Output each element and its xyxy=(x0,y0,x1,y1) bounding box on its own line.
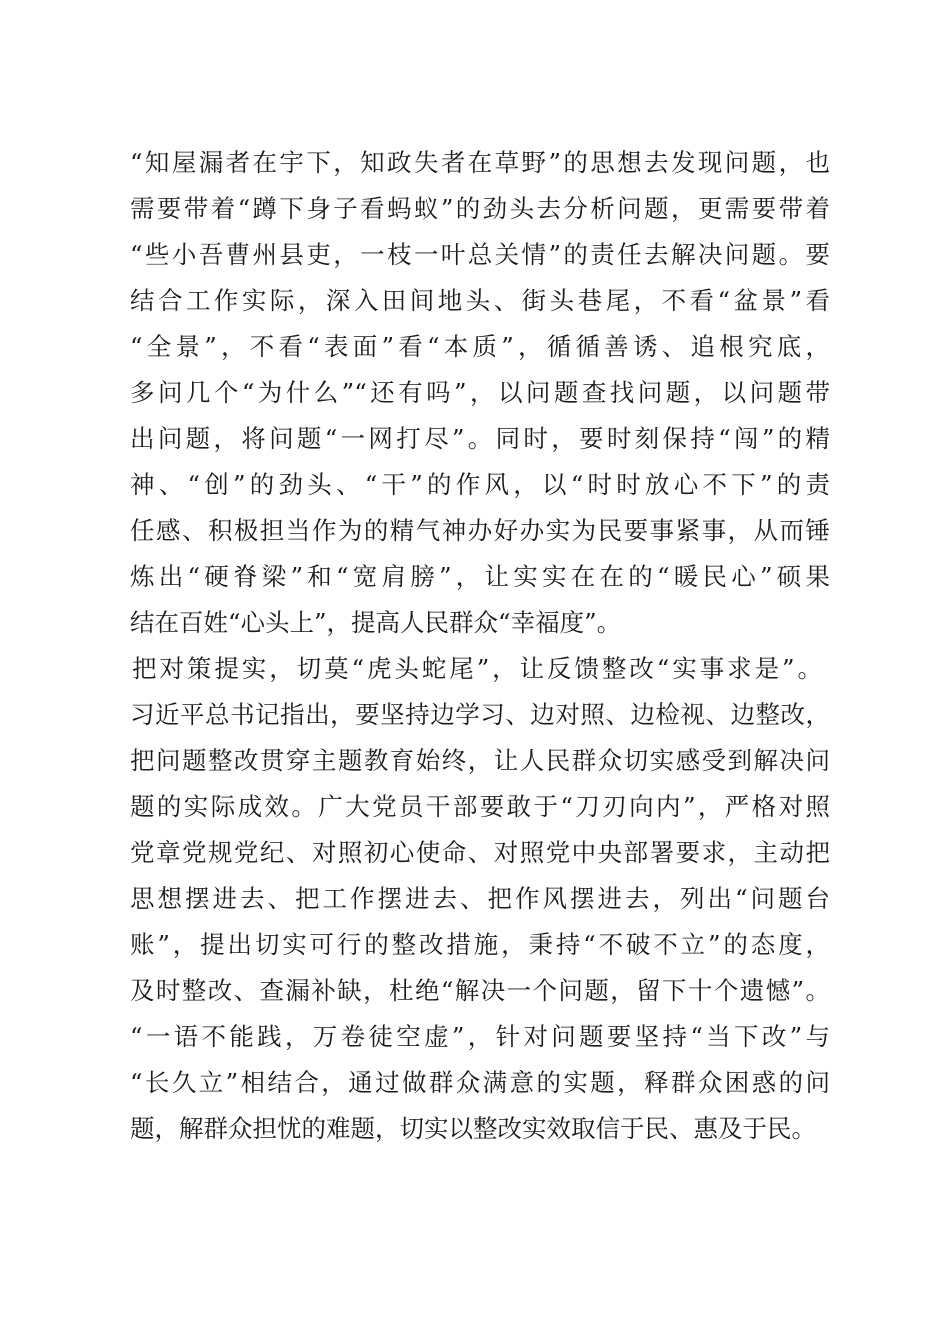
paragraph-2-line-11: 题，解群众担忧的难题，切实以整改实效取信于民、惠及于民。 xyxy=(130,1114,816,1143)
paragraph-2-line-1-text: 把对策提实，切莫“虎头蛇尾”，让反馈整改“实事求是”。 xyxy=(132,654,822,683)
paragraph-2-line-7: 账”，提出切实可行的整改措施，秉持“不破不立”的态度， xyxy=(130,930,830,959)
paragraph-2-line-3: 把问题整改贯穿主题教育始终，让人民群众切实感受到解决问 xyxy=(130,746,830,775)
paragraph-2-line-9: “一语不能践，万卷徒空虚”，针对问题要坚持“当下改”与 xyxy=(130,1022,830,1051)
paragraph-2-line-2: 习近平总书记指出，要坚持边学习、边对照、边检视、边整改， xyxy=(130,700,830,729)
paragraph-1-line-4: 结合工作实际，深入田间地头、街头巷尾，不看“盆景”看 xyxy=(130,286,830,315)
paragraph-1-line-11: 结在百姓“心头上”，提高人民群众“幸福度”。 xyxy=(130,608,622,637)
body-text xyxy=(130,140,830,1152)
paragraph-2-line-6: 思想摆进去、把工作摆进去、把作风摆进去，列出“问题台 xyxy=(130,884,830,913)
paragraph-1-line-6: 多问几个“为什么”“还有吗”，以问题查找问题，以问题带 xyxy=(130,378,830,407)
paragraph-1-line-1: “知屋漏者在宇下，知政失者在草野”的思想去发现问题，也 xyxy=(130,148,830,177)
paragraph-2-line-1 xyxy=(130,646,830,692)
paragraph-1-line-8: 神、“创”的劲头、“干”的作风，以“时时放心不下”的责 xyxy=(130,470,830,499)
paragraph-1-line-3: “些小吾曹州县吏，一枝一叶总关情”的责任去解决问题。要 xyxy=(130,240,830,269)
paragraph-2-line-8: 及时整改、查漏补缺，杜绝“解决一个问题，留下十个遗憾”。 xyxy=(130,976,830,1005)
paragraph-1-line-7: 出问题，将问题“一网打尽”。同时，要时刻保持“闯”的精 xyxy=(130,424,830,453)
paragraph-1-line-9: 任感、积极担当作为的精气神办好办实为民要事紧事，从而锤 xyxy=(130,516,830,545)
paragraph-1-line-2: 需要带着“蹲下身子看蚂蚁”的劲头去分析问题，更需要带着 xyxy=(130,194,830,223)
paragraph-2-line-4: 题的实际成效。广大党员干部要敢于“刀刃向内”，严格对照 xyxy=(130,792,830,821)
paragraph-1-line-5: “全景”，不看“表面”看“本质”，循循善诱、追根究底， xyxy=(130,332,830,361)
paragraph-2-line-5: 党章党规党纪、对照初心使命、对照党中央部署要求，主动把 xyxy=(130,838,830,867)
paragraph-2-line-10: “长久立”相结合，通过做群众满意的实题，释群众困惑的问 xyxy=(130,1068,830,1097)
paragraph-1-line-10: 炼出“硬脊梁”和“宽肩膀”，让实实在在的“暖民心”硕果 xyxy=(130,562,830,591)
